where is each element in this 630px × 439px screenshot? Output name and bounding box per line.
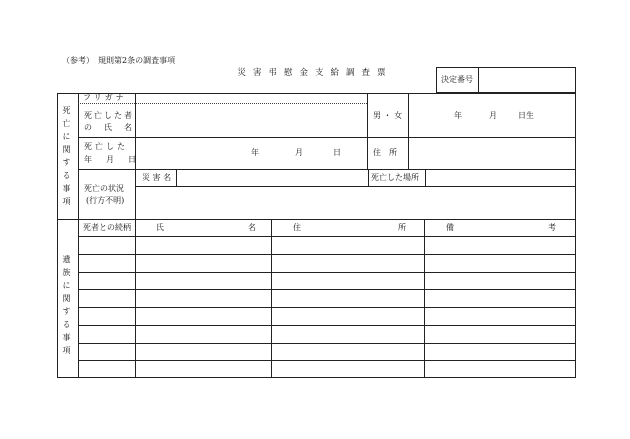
address-field[interactable] bbox=[409, 138, 575, 168]
death-section-label: 死亡に関する事項 bbox=[62, 106, 71, 210]
furigana-field[interactable] bbox=[136, 94, 366, 103]
death-status-field[interactable] bbox=[136, 187, 575, 218]
family-remarks-cell[interactable] bbox=[425, 237, 575, 253]
family-name-cell[interactable] bbox=[136, 326, 271, 342]
family-relation-cell[interactable] bbox=[79, 273, 135, 289]
death-place-field[interactable] bbox=[426, 170, 575, 185]
family-remarks-cell[interactable] bbox=[425, 361, 575, 377]
deceased-name-label-2: の 氏 名 bbox=[84, 123, 134, 132]
family-remarks-cell[interactable] bbox=[425, 344, 575, 360]
family-name-cell[interactable] bbox=[136, 308, 271, 324]
family-address-cell[interactable] bbox=[272, 326, 424, 342]
family-remarks-cell[interactable] bbox=[425, 290, 575, 306]
disaster-name-label: 災 害 名 bbox=[142, 173, 172, 182]
family-relation-cell[interactable] bbox=[79, 290, 135, 306]
family-address-cell[interactable] bbox=[272, 308, 424, 324]
family-remarks-cell[interactable] bbox=[425, 273, 575, 289]
deceased-name-label-1: 死亡した者 bbox=[84, 111, 134, 120]
family-name-cell[interactable] bbox=[136, 290, 271, 306]
death-place-label: 死亡した場所 bbox=[371, 173, 419, 182]
family-address-cell[interactable] bbox=[272, 255, 424, 271]
death-date-label-2: 年 月 日 bbox=[84, 155, 139, 164]
family-relation-cell[interactable] bbox=[79, 326, 135, 342]
family-relation-cell[interactable] bbox=[79, 344, 135, 360]
family-section-label: 遺族に関する事項 bbox=[62, 255, 71, 359]
col-remarks-header-2: 考 bbox=[548, 223, 556, 232]
reference-note: （参考） 規則第2条の調査事項 bbox=[62, 56, 176, 65]
family-name-cell[interactable] bbox=[136, 237, 271, 253]
family-relation-cell[interactable] bbox=[79, 237, 135, 253]
col-name-header-2: 名 bbox=[248, 223, 256, 232]
furigana-label: フリガナ bbox=[83, 93, 127, 102]
family-relation-cell[interactable] bbox=[79, 255, 135, 271]
family-address-cell[interactable] bbox=[272, 237, 424, 253]
death-status-label-1: 死亡の状況 bbox=[84, 184, 124, 193]
decision-number-field[interactable] bbox=[479, 68, 575, 92]
sex-label[interactable]: 男 ・ 女 bbox=[373, 111, 403, 120]
family-relation-cell[interactable] bbox=[79, 361, 135, 377]
family-name-cell[interactable] bbox=[136, 273, 271, 289]
family-remarks-cell[interactable] bbox=[425, 308, 575, 324]
family-relation-cell[interactable] bbox=[79, 308, 135, 324]
family-name-cell[interactable] bbox=[136, 361, 271, 377]
col-remarks-header-1: 備 bbox=[446, 223, 454, 232]
death-year-label: 年 bbox=[251, 148, 259, 157]
disaster-name-field[interactable] bbox=[177, 170, 367, 185]
birth-month-label: 月 bbox=[489, 111, 497, 120]
family-name-cell[interactable] bbox=[136, 344, 271, 360]
deceased-name-field[interactable] bbox=[136, 104, 366, 136]
family-address-cell[interactable] bbox=[272, 344, 424, 360]
birth-year-label: 年 bbox=[454, 111, 462, 120]
family-remarks-cell[interactable] bbox=[425, 326, 575, 342]
col-relation-header: 死者との続柄 bbox=[83, 223, 131, 232]
family-address-cell[interactable] bbox=[272, 361, 424, 377]
family-address-cell[interactable] bbox=[272, 290, 424, 306]
death-date-label-1: 死亡した bbox=[84, 142, 128, 151]
form-title: 災害弔慰金支給調査票 bbox=[237, 68, 393, 78]
col-address-header-1: 住 bbox=[293, 223, 301, 232]
decision-number-label: 決定番号 bbox=[441, 75, 473, 84]
family-remarks-cell[interactable] bbox=[425, 255, 575, 271]
family-name-cell[interactable] bbox=[136, 255, 271, 271]
death-month-label: 月 bbox=[295, 148, 303, 157]
address-label: 住 所 bbox=[373, 148, 397, 157]
col-address-header-2: 所 bbox=[398, 223, 406, 232]
col-name-header-1: 氏 bbox=[156, 223, 164, 232]
family-address-cell[interactable] bbox=[272, 273, 424, 289]
death-day-label: 日 bbox=[333, 148, 341, 157]
death-status-label-2: (行方不明) bbox=[86, 196, 125, 205]
birth-day-label: 日生 bbox=[518, 111, 534, 120]
